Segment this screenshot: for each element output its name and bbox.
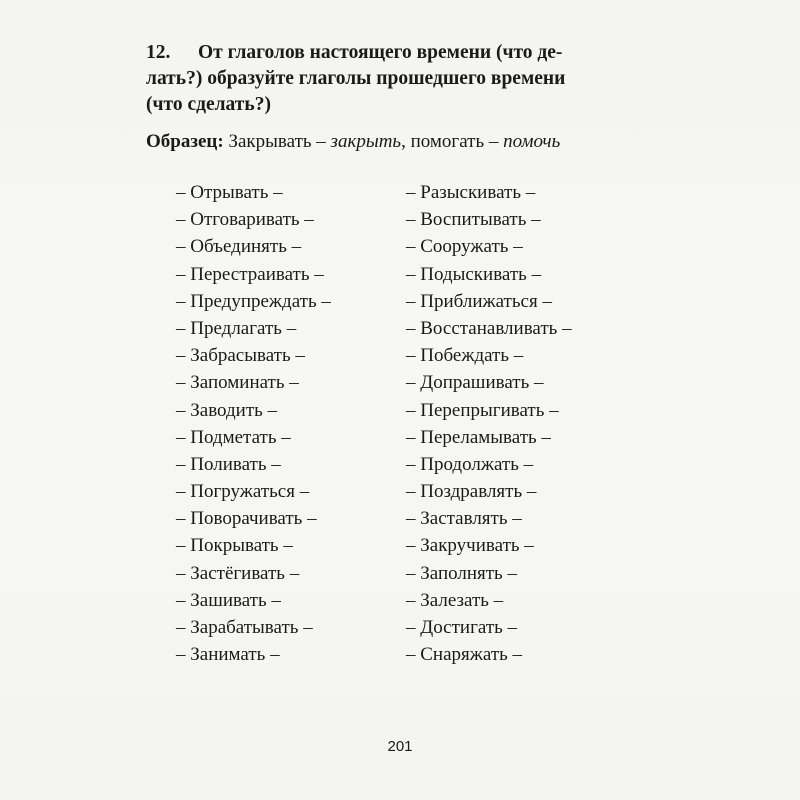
verb-item: – Воспитывать –: [406, 209, 541, 231]
verb-item: – Зарабатывать –: [176, 617, 313, 638]
verb-item: – Продолжать –: [406, 453, 534, 475]
verb-item: – Заставлять –: [406, 508, 522, 530]
verb-item: – Зашивать –: [176, 589, 281, 611]
example-label: Образец:: [146, 131, 224, 152]
example-separator: , помогать –: [401, 131, 499, 152]
verb-item: – Отговаривать –: [176, 209, 314, 231]
verb-item: – Запоминать –: [176, 372, 299, 394]
verb-item: – Поворачивать –: [176, 508, 317, 530]
verb-item: – Разыскивать –: [406, 182, 536, 203]
verb-item: – Допрашивать –: [406, 372, 544, 394]
verb-list-left: [176, 179, 331, 668]
exercise-number: 12.: [146, 42, 171, 63]
verb-item: – Заводить –: [176, 399, 278, 421]
verb-item: – Предупреждать –: [176, 290, 331, 312]
verb-item: – Залезать –: [406, 589, 504, 611]
verb-item: – Подыскивать –: [406, 263, 542, 285]
verb-item: – Погружаться –: [176, 481, 310, 503]
example-line: [146, 129, 560, 155]
verb-item: – Заполнять –: [406, 562, 517, 584]
verb-item: – Отрывать –: [176, 182, 283, 203]
verb-item: – Забрасывать –: [176, 345, 305, 367]
verb-item: – Перепрыгивать –: [406, 399, 559, 421]
heading-text-1: От глаголов настоящего времени (что де-: [198, 42, 563, 63]
verb-item: – Поздравлять –: [406, 481, 537, 503]
example-answer-2: помочь: [503, 131, 561, 152]
verb-item: – Сооружать –: [406, 236, 523, 258]
example-base-1: Закрывать –: [228, 131, 326, 152]
verb-item: – Достигать –: [406, 617, 518, 638]
heading-line-2: лать?) образуйте глаголы прошедшего времени: [146, 68, 566, 89]
page-number: 201: [387, 738, 413, 755]
verb-item: – Предлагать –: [176, 317, 297, 339]
verb-item: – Восстанавливать –: [406, 317, 572, 339]
verb-list-right: [406, 179, 572, 668]
heading-line-3: (что сделать?): [146, 94, 271, 115]
verb-item: – Объединять –: [176, 236, 302, 258]
verb-item: – Подметать –: [176, 426, 291, 448]
verb-item: – Переламывать –: [406, 426, 551, 448]
verb-item: – Перестраивать –: [176, 263, 324, 285]
verb-item: – Приближаться –: [406, 290, 552, 312]
verb-item: – Поливать –: [176, 453, 281, 475]
verb-item: – Побеждать –: [406, 345, 524, 367]
exercise-heading: [146, 40, 646, 118]
verb-item: – Застёгивать –: [176, 562, 300, 584]
verb-item: – Снаряжать –: [406, 644, 523, 666]
verb-item: – Покрывать –: [176, 535, 293, 557]
verb-item: – Закручивать –: [406, 535, 534, 557]
verb-item: – Занимать –: [176, 644, 280, 666]
example-answer-1: закрыть: [330, 131, 402, 152]
heading-line-1: [146, 40, 646, 66]
